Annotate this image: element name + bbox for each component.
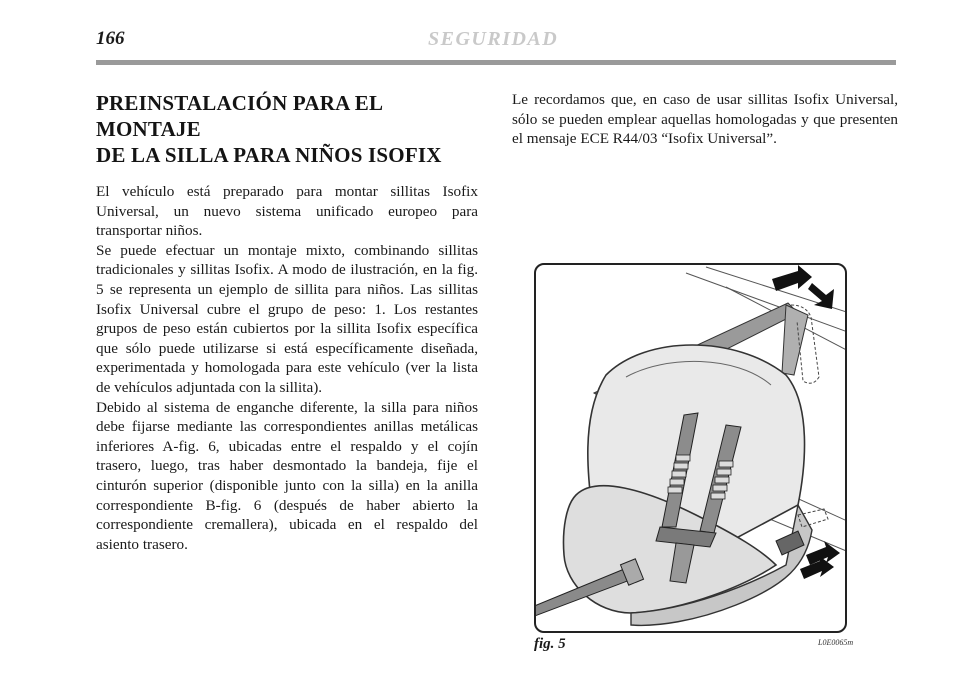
right-column bbox=[512, 90, 898, 149]
right-paragraph: Le recordamos que, en caso de usar sillitas Isofix Universal, sólo se pueden emplear aquellas homologadas y que presenten el mensaje ECE R44/03 “Isofix Universal”. bbox=[512, 91, 898, 148]
figure-caption: fig. 5 bbox=[534, 636, 566, 652]
article-heading bbox=[96, 90, 478, 168]
arrow-top-left-icon bbox=[772, 265, 812, 291]
figure-frame bbox=[534, 263, 847, 633]
figure-code: L0E0065m bbox=[818, 638, 854, 647]
child-seat-illustration bbox=[536, 265, 845, 631]
heading-line-1: PREINSTALACIÓN PARA EL MONTAJE bbox=[96, 91, 383, 141]
seat-contour-line bbox=[706, 267, 845, 315]
section-title: SEGURIDAD bbox=[428, 28, 559, 50]
heading-line-2: DE LA SILLA PARA NIÑOS ISOFIX bbox=[96, 143, 442, 167]
top-tether-strap-2 bbox=[782, 305, 808, 375]
top-rule bbox=[96, 60, 896, 65]
left-column bbox=[96, 90, 478, 554]
page-number: 166 bbox=[96, 28, 125, 49]
paragraph-2: Se puede efectuar un montaje mixto, combinando sillitas tradicionales y sillitas Isofix. A modo de ilustración, en la fig. 5 se representa un ejemplo de sillita para niños. Las sillitas Isofix Universal cubre el grupo de peso: 1. Los restantes grupos de peso están cubiertos por la sillita Isofix específica que sólo puede utilizarse si está específicamente diseñada, experimentada y homologada para este vehículo (ver la lista de vehículos adjuntada con la sillita). bbox=[96, 241, 478, 396]
paragraph-1: El vehículo está preparado para montar sillitas Isofix Universal, un nuevo sistema unificado europeo para transportar niños. bbox=[96, 183, 478, 240]
paragraph-3: Debido al sistema de enganche diferente, la silla para niños debe fijarse mediante las correspondientes anillas metálicas inferiores A-fig. 6, ubicadas entre el respaldo y el cojín trasero, luego, tras haber desmontado la bandeja, fije el cinturón superior (disponible junto con la silla) en la anilla correspondiente B-fig. 6 (después de haber abierto la correspondiente cremallera), ubicada en el respaldo del asiento trasero. bbox=[96, 398, 478, 553]
arrow-top-right-icon bbox=[808, 283, 834, 309]
